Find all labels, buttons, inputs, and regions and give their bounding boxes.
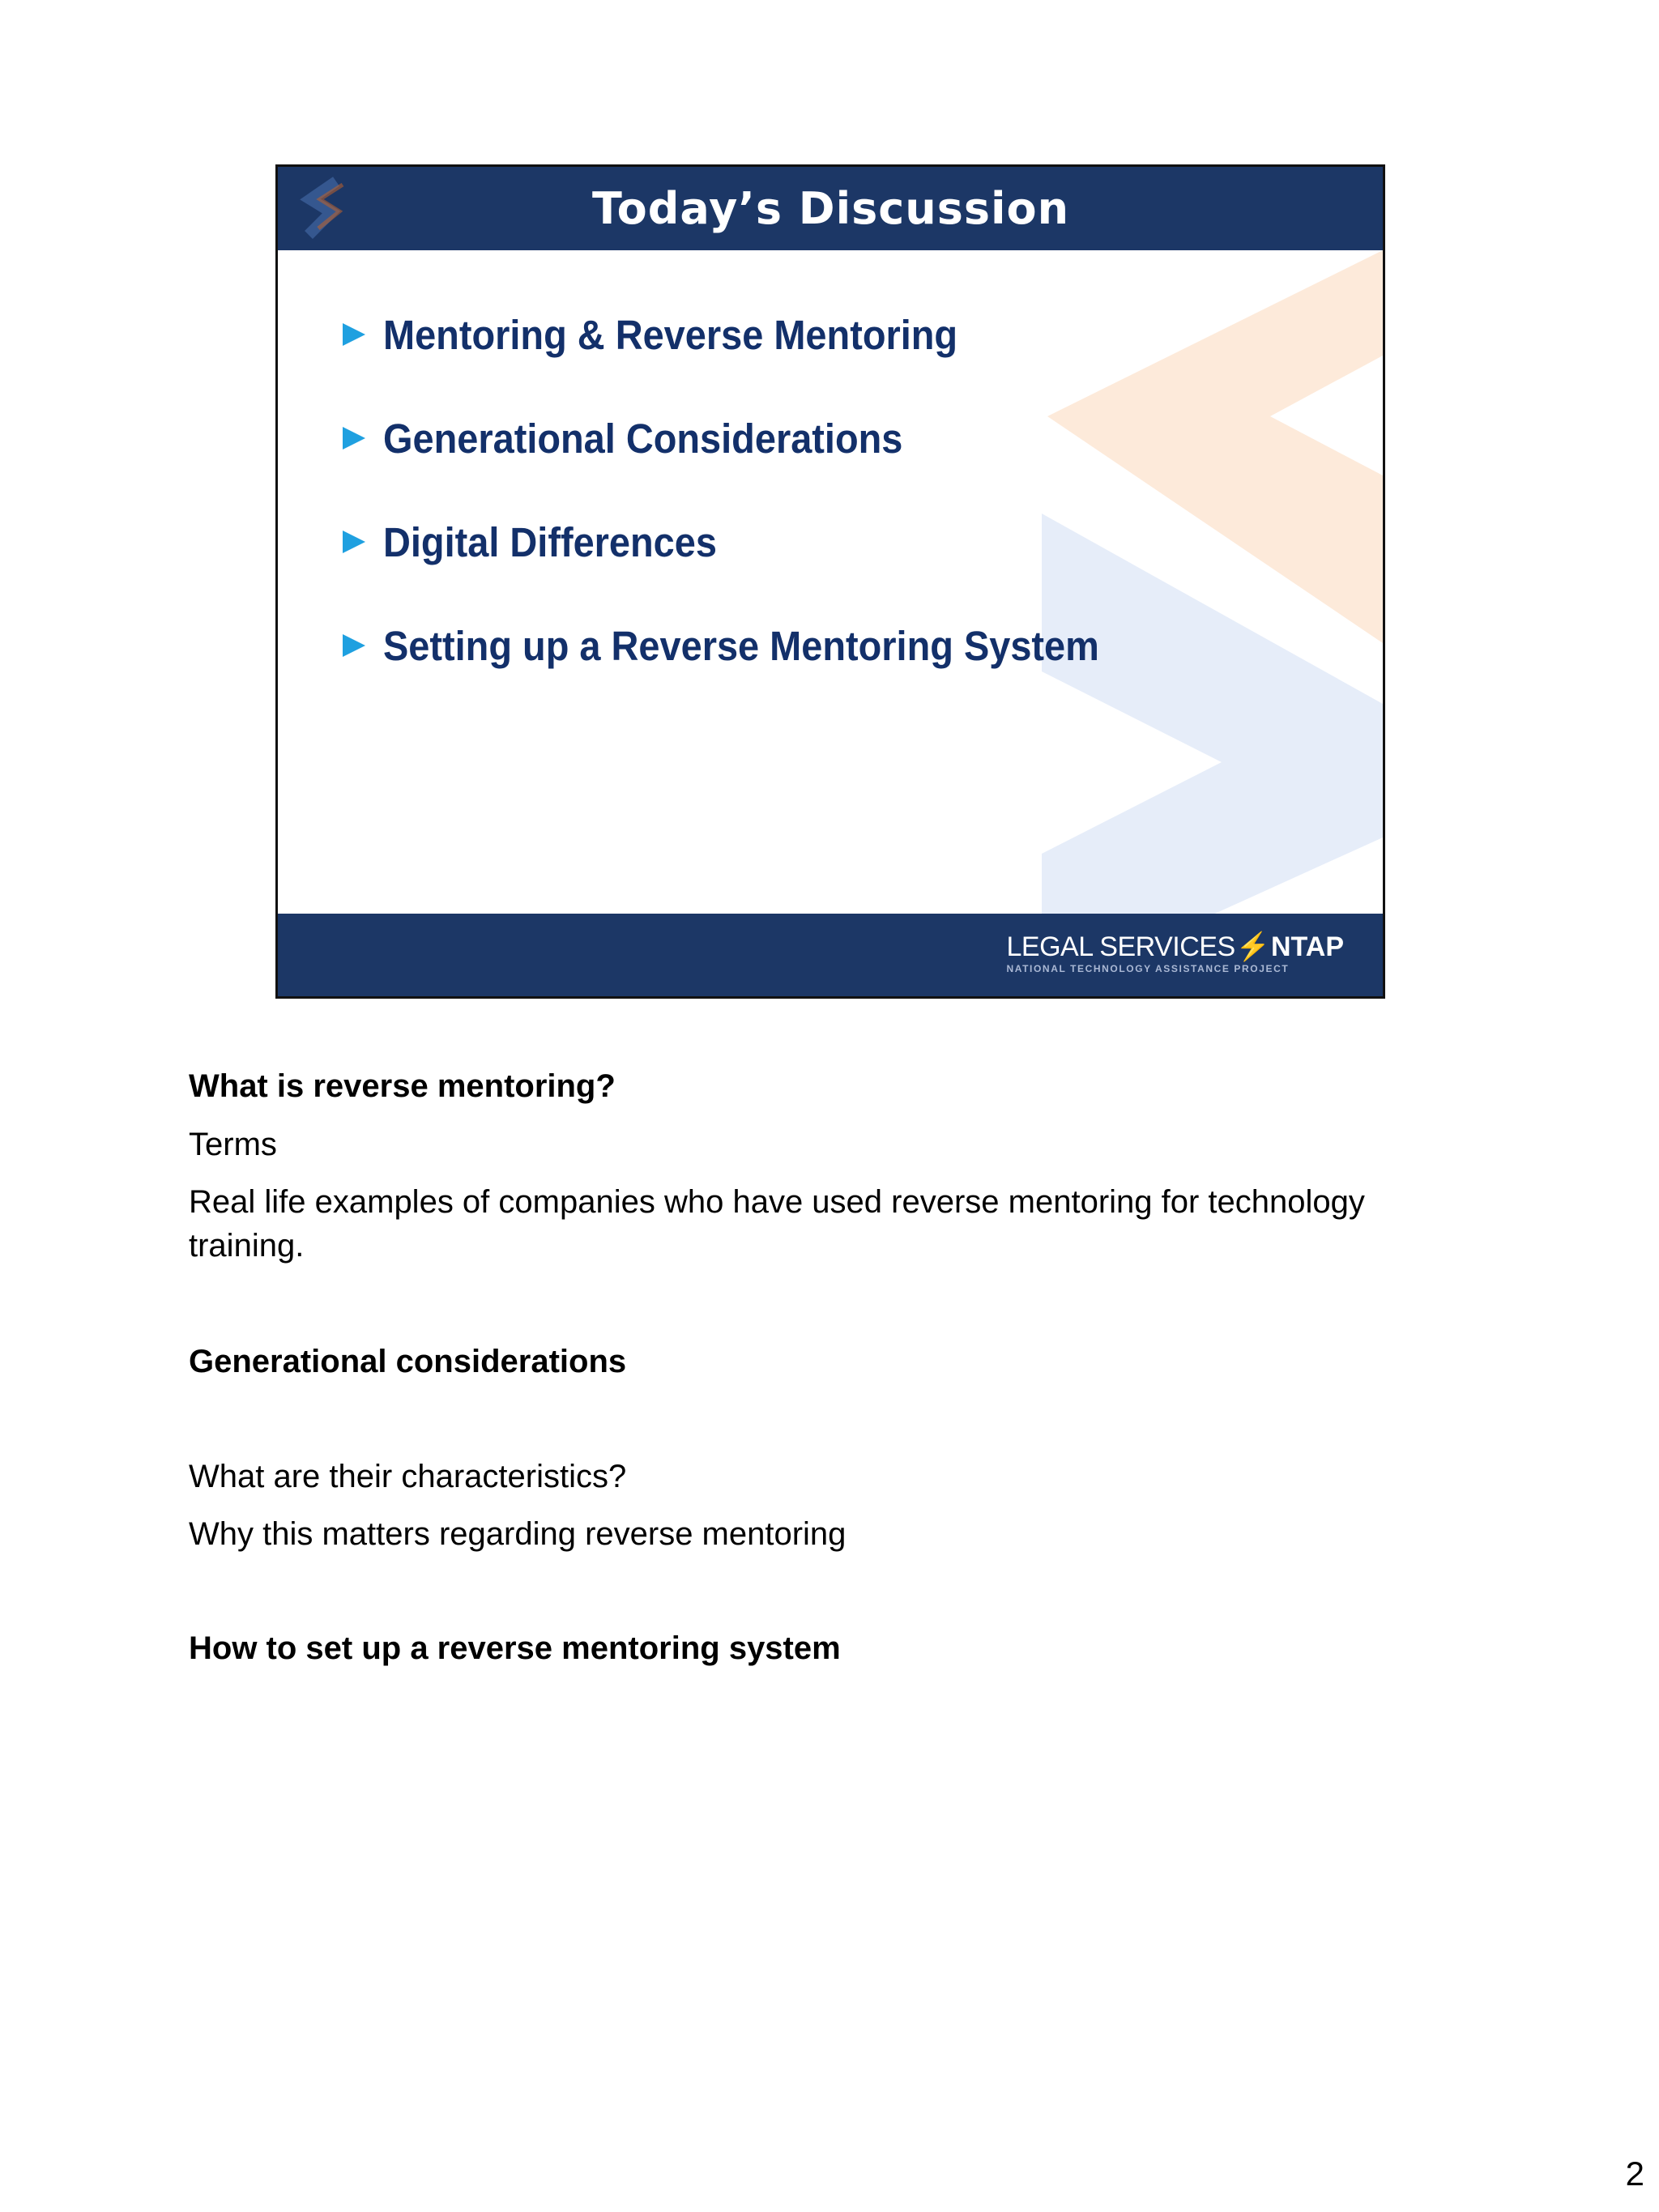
bullet-item bbox=[343, 386, 1162, 490]
notes-line: Why this matters regarding reverse mentoring bbox=[189, 1516, 847, 1552]
notes-line: Real life examples of companies who have used reverse mentoring for technology training. bbox=[189, 1184, 1365, 1264]
bullet-text: Setting up a Reverse Mentoring System bbox=[383, 622, 1099, 669]
notes-heading: What is reverse mentoring? bbox=[189, 1068, 616, 1104]
slide-header bbox=[278, 167, 1383, 250]
bullet-text: Generational Considerations bbox=[383, 415, 903, 462]
notes-heading: How to set up a reverse mentoring system bbox=[189, 1630, 841, 1666]
lightning-bolt-icon: ⚡ bbox=[1235, 931, 1270, 962]
bullet-text: Mentoring & Reverse Mentoring bbox=[383, 311, 958, 358]
bullet-item bbox=[343, 490, 1162, 594]
notes-heading: Generational considerations bbox=[189, 1344, 627, 1379]
slide-body bbox=[278, 250, 1383, 916]
logo-part-ntap: NTAP bbox=[1270, 931, 1344, 962]
page-number: 2 bbox=[1625, 2154, 1644, 2193]
bullet-text: Digital Differences bbox=[383, 518, 717, 565]
triangle-bullet-icon bbox=[343, 634, 365, 657]
bullet-list bbox=[343, 283, 1162, 697]
triangle-bullet-icon bbox=[343, 323, 365, 346]
slide-thumbnail bbox=[275, 164, 1385, 999]
logo-part-legal-services: LEGAL SERVICES bbox=[1006, 931, 1235, 962]
bullet-item bbox=[343, 283, 1162, 386]
logo-subtitle: NATIONAL TECHNOLOGY ASSISTANCE PROJECT bbox=[1006, 963, 1290, 974]
notes-line: What are their characteristics? bbox=[189, 1459, 627, 1494]
slide-footer bbox=[278, 914, 1383, 996]
notes-line: Terms bbox=[189, 1127, 277, 1162]
triangle-bullet-icon bbox=[343, 531, 365, 553]
bullet-item bbox=[343, 594, 1162, 697]
logo-wordmark bbox=[1006, 931, 1344, 962]
legal-services-ntap-logo bbox=[1006, 931, 1344, 975]
triangle-bullet-icon bbox=[343, 427, 365, 450]
slide-title: Today’s Discussion bbox=[591, 183, 1070, 234]
